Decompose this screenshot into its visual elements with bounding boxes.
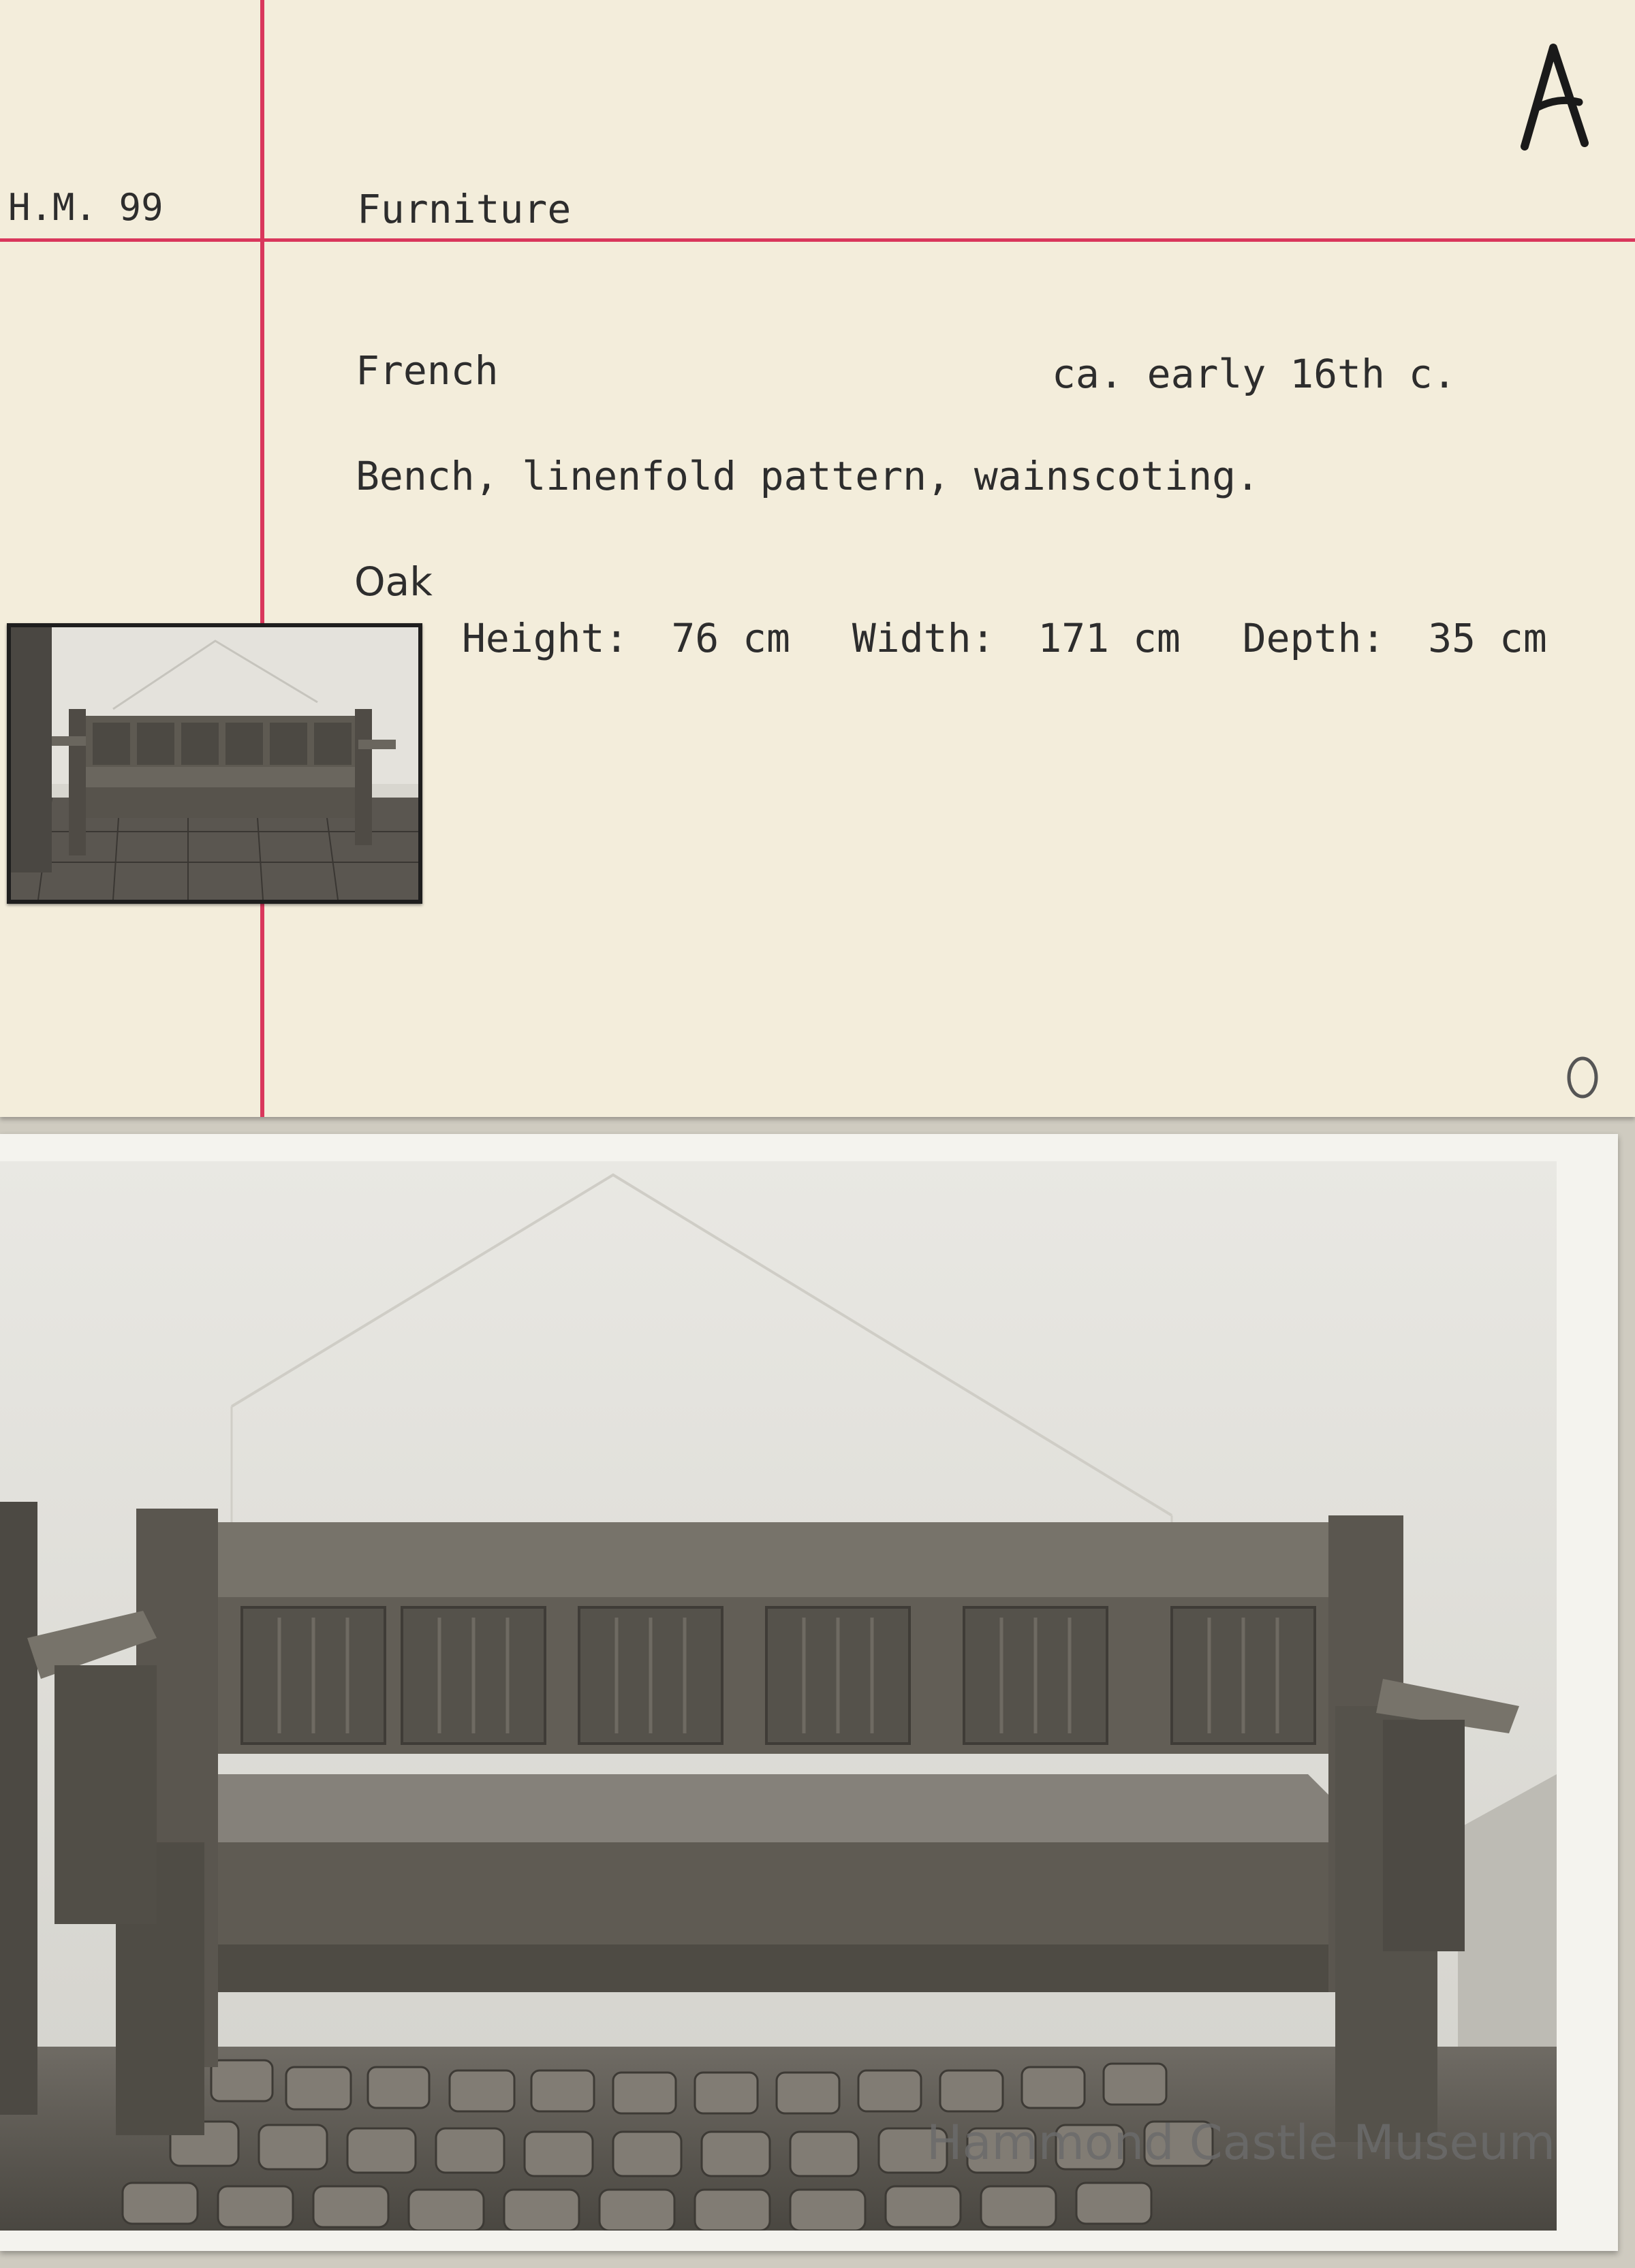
bench-thumbnail-icon <box>11 627 418 900</box>
origin-text: French <box>356 347 499 394</box>
corner-mark-a <box>1511 34 1600 157</box>
category-label: Furniture <box>357 186 572 232</box>
width-label: Width: <box>852 615 995 661</box>
catalog-card <box>0 0 1635 1117</box>
horizontal-red-rule <box>0 238 1635 242</box>
accession-number: H.M. 99 <box>8 186 164 229</box>
depth-label: Depth: <box>1242 615 1386 661</box>
width-value: 171 cm <box>1038 615 1181 661</box>
bench-photograph-icon <box>0 1161 1557 2231</box>
height-value: 76 cm <box>671 615 790 661</box>
bench-photograph <box>0 1161 1557 2231</box>
museum-watermark: Hammond Castle Museum <box>926 2115 1556 2171</box>
vertical-red-rule <box>260 0 264 1117</box>
bench-photo-thumbnail <box>7 623 422 904</box>
depth-value: 35 cm <box>1428 615 1547 661</box>
dimensions-line <box>462 615 1547 661</box>
pencil-circle-mark <box>1559 1049 1606 1103</box>
height-label: Height: <box>462 615 629 661</box>
photograph-card <box>0 1134 1618 2251</box>
description-text: Bench, linenfold pattern, wainscoting. <box>356 453 1260 499</box>
corner-mark-text: A <box>1511 34 1512 35</box>
material-text: Oak <box>354 558 433 605</box>
date-text: ca. early 16th c. <box>1052 351 1457 397</box>
